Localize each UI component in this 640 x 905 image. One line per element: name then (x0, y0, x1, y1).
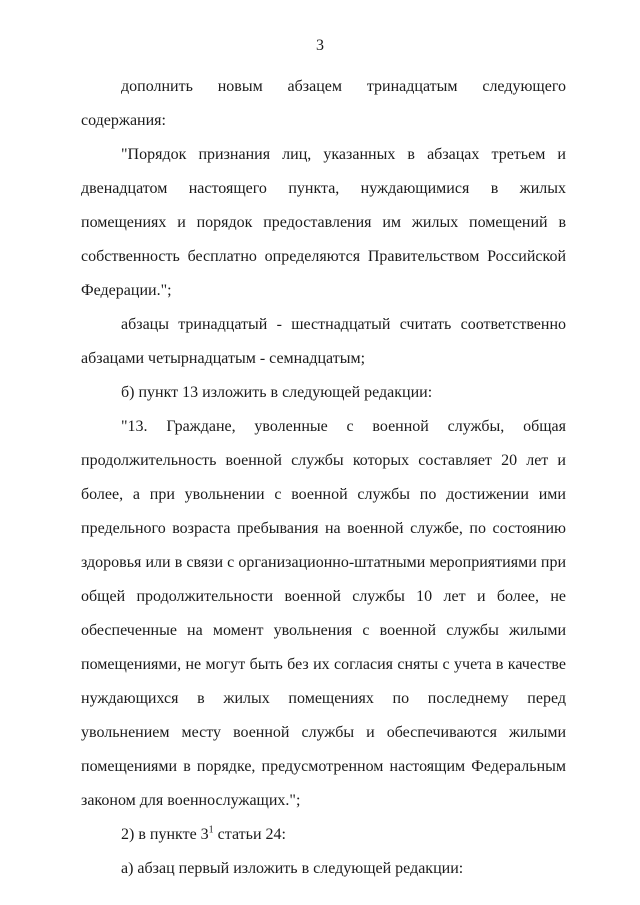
item-2-text-after: статьи 24: (213, 826, 286, 843)
paragraph-renumber: абзацы тринадцатый - шестнадцатый считать соответственно абзацами четырнадцатым - семнадцатым; (81, 316, 566, 367)
paragraph-quote-start: "Порядок признания лиц, указанных в абзацах третьем и (121, 146, 566, 163)
page-number: 3 (316, 37, 324, 54)
paragraph-quote-rest: двенадцатом настоящего пункта, нуждающимися в жилых помещениях и порядок предоставления им жилых помещений в собственность бесплатно определяются Правительством Российской Федерации."; (81, 180, 566, 299)
paragraph-item-2 (81, 818, 566, 852)
paragraph-item-b: б) пункт 13 изложить в следующей редакции: (121, 384, 433, 401)
paragraph-add-abzac: дополнить новым абзацем тринадцатым следующего содержания: (81, 78, 566, 129)
item-2-superscript: 1 (208, 824, 214, 836)
paragraph-item-a: а) абзац первый изложить в следующей редакции: (121, 860, 464, 877)
item-2-text-before: 2) в пункте 3 (121, 826, 209, 843)
document-body (81, 70, 566, 886)
paragraph-item-13: "13. Граждане, уволенные с военной службы, общая продолжительность военной службы которых составляет 20 лет и более, а при увольнении с военной службы по достижении ими предельного возраста пребывания на военной службе, по состоянию здоровья или в связи с организационно-штатными мероприятиями при общей продолжительности военной службы 10 лет и более, не обеспеченные на момент увольнения с военной службы жилыми помещениями, не могут быть без их согласия сняты с учета в качестве нуждающихся в жилых помещениях по последнему перед увольнением месту военной службы и обеспечиваются жилыми помещениями в порядке, предусмотренном настоящим Федеральным законом для военнослужащих."; (81, 418, 566, 809)
